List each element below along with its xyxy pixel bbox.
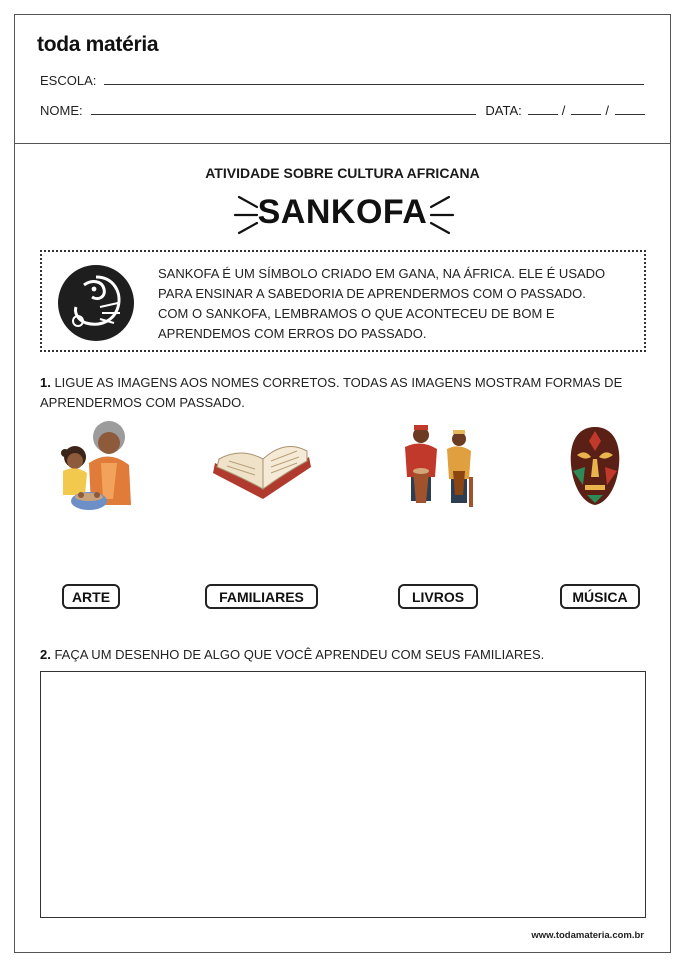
brand-logo: toda matéria <box>37 33 159 56</box>
school-line[interactable] <box>104 83 644 85</box>
school-label: ESCOLA: <box>40 73 97 88</box>
info-line: PARA ENSINAR A SABEDORIA DE APRENDERMOS COM O PASSADO. <box>158 286 586 301</box>
label-arte[interactable]: ARTE <box>62 584 120 609</box>
date-separator: / <box>605 103 609 118</box>
name-line[interactable] <box>91 113 476 115</box>
info-line: COM O SANKOFA, LEMBRAMOS O QUE ACONTECEU DE BOM E <box>158 306 555 321</box>
african-mask-illustration[interactable] <box>567 425 623 507</box>
activity-subtitle: ATIVIDADE SOBRE CULTURA AFRICANA <box>205 165 480 181</box>
sankofa-bird-icon <box>56 263 136 343</box>
open-book-illustration[interactable] <box>209 433 315 503</box>
sankofa-info-box <box>40 250 646 352</box>
info-line: SANKOFA É UM SÍMBOLO CRIADO EM GANA, NA ÁFRICA. ELE É USADO <box>158 266 606 281</box>
school-field <box>40 73 644 88</box>
question-1-text: LIGUE AS IMAGENS AOS NOMES CORRETOS. TODAS AS IMAGENS MOSTRAM FORMAS DE <box>50 375 623 390</box>
question-1 <box>40 373 622 413</box>
worksheet <box>14 14 671 953</box>
label-familiares[interactable]: FAMILIARES <box>205 584 318 609</box>
date-year-line[interactable] <box>615 113 645 115</box>
question-1-number: 1. <box>40 375 51 390</box>
date-separator: / <box>561 103 566 118</box>
grandmother-child-illustration[interactable] <box>51 419 135 515</box>
date-month-line[interactable] <box>571 113 601 115</box>
name-label: NOME: <box>40 103 83 118</box>
label-musica[interactable]: MÚSICA <box>560 584 640 609</box>
sankofa-description <box>158 264 638 344</box>
info-line: APRENDEMOS COM ERROS DO PASSADO. <box>158 326 427 341</box>
question-2-text: FAÇA UM DESENHO DE ALGO QUE VOCÊ APRENDEU COM SEUS FAMILIARES. <box>50 647 545 662</box>
date-label: DATA: <box>485 103 522 118</box>
drawing-area[interactable] <box>40 671 646 918</box>
activity-title: SANKOFA <box>257 193 428 231</box>
footer-url: www.todamateria.com.br <box>531 930 644 941</box>
date-field <box>485 103 645 118</box>
date-day-line[interactable] <box>528 113 558 115</box>
question-1-text-line2: APRENDERMOS COM PASSADO. <box>40 395 245 410</box>
label-livros[interactable]: LIVROS <box>398 584 478 609</box>
drummers-illustration[interactable] <box>393 421 485 513</box>
worksheet-header <box>15 15 670 144</box>
question-2-number: 2. <box>40 647 51 662</box>
name-field <box>40 103 476 118</box>
title-wrap <box>15 193 670 232</box>
question-2 <box>40 645 544 665</box>
right-rays-icon <box>421 193 455 237</box>
